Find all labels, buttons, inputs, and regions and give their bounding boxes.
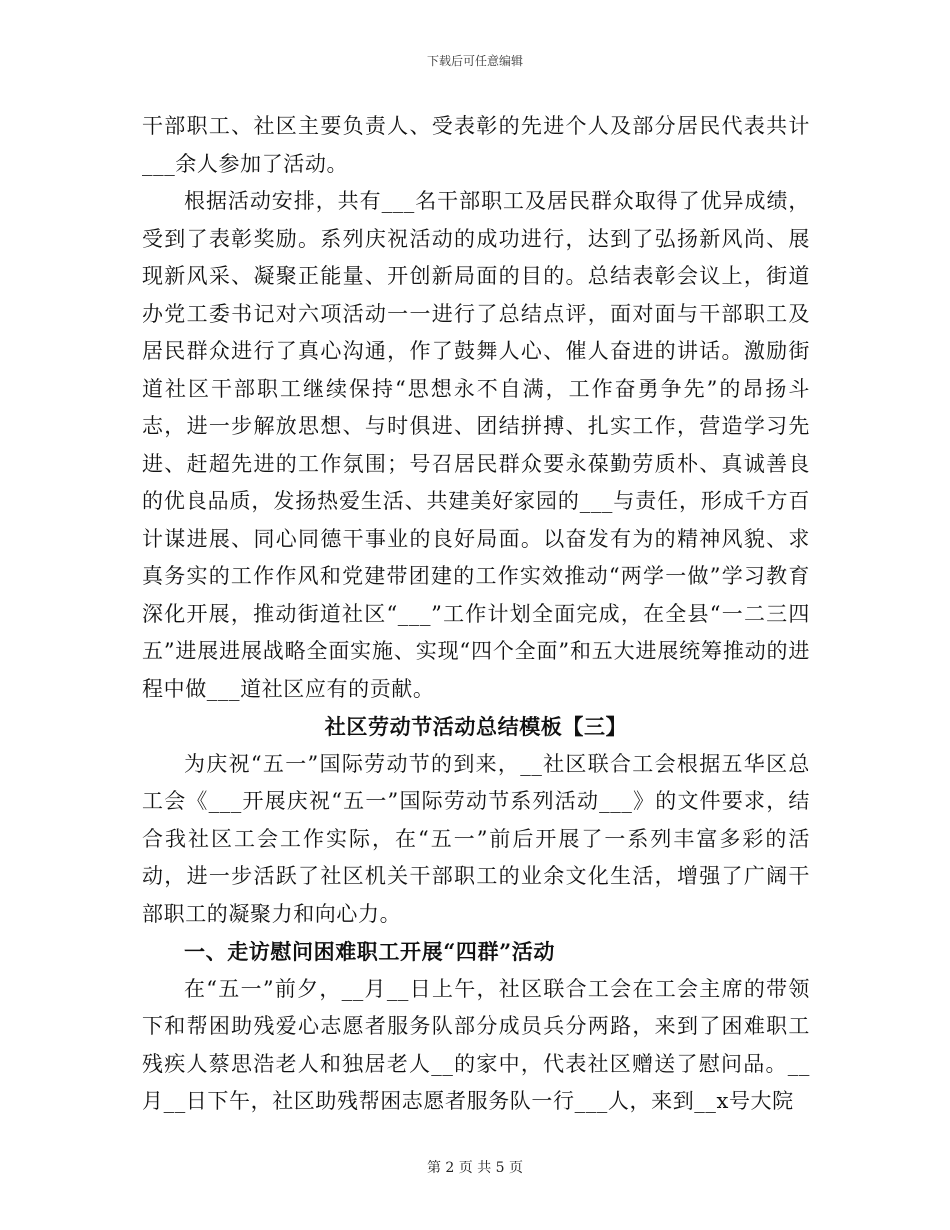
page-header: 下载后可任意编辑 (426, 54, 523, 68)
subheading: 一、走访慰问困难职工开展“四群”活动 (184, 939, 555, 964)
paragraph-intro: 为庆祝“五一”国际劳动节的到来，__社区联合工会根据五华区总工会《___开展庆祝“五一”国际劳动节系列活动___》的文件要求，结合我社区工会工作实际，在“五一”前后开展了一系列丰富多彩的活动，进一步活跃了社区机关干部职工的业余文化生活，增强了广阔干部职工的凝聚力和向心力。 (142, 751, 810, 926)
document-body (142, 108, 810, 1121)
section-title: 社区劳动节活动总结模板【三】 (324, 714, 628, 739)
paragraph-continued: 干部职工、社区主要负责人、受表彰的先进个人及部分居民代表共计___余人参加了活动。 (142, 114, 810, 176)
page-footer: 第 2 页 共 5 页 (426, 1160, 524, 1176)
paragraph-visit: 在“五一”前夕，__月__日上午，社区联合工会在工会主席的带领下和帮困助残爱心志愿者服务队部分成员兵分两路，来到了困难职工残疾人蔡思浩老人和独居老人__的家中，代表社区赠送了慰问品。__月__日下午，社区助残帮困志愿者服务队一行___人，来到__x号大院 (142, 976, 810, 1113)
paragraph-awards: 根据活动安排，共有___名干部职工及居民群众取得了优异成绩，受到了表彰奖励。系列庆祝活动的成功进行，达到了弘扬新风尚、展现新风采、凝聚正能量、开创新局面的目的。总结表彰会议上，街道办党工委书记对六项活动一一进行了总结点评，面对面与干部职工及居民群众进行了真心沟通，作了鼓舞人心、催人奋进的讲话。激励街道社区干部职工继续保持“思想永不自满，工作奋勇争先”的昂扬斗志，进一步解放思想、与时俱进、团结拼搏、扎实工作，营造学习先进、赶超先进的工作氛围；号召居民群众要永葆勤劳质朴、真诚善良的优良品质，发扬热爱生活、共建美好家园的___与责任，形成千方百计谋进展、同心同德干事业的良好局面。以奋发有为的精神风貌、求真务实的工作作风和党建带团建的工作实效推动“两学一做”学习教育深化开展，推动街道社区“___”工作计划全面完成，在全县“一二三四五”进展进展战略全面实施、实现“四个全面”和五大进展统筹推动的进程中做___道社区应有的贡献。 (142, 189, 810, 701)
